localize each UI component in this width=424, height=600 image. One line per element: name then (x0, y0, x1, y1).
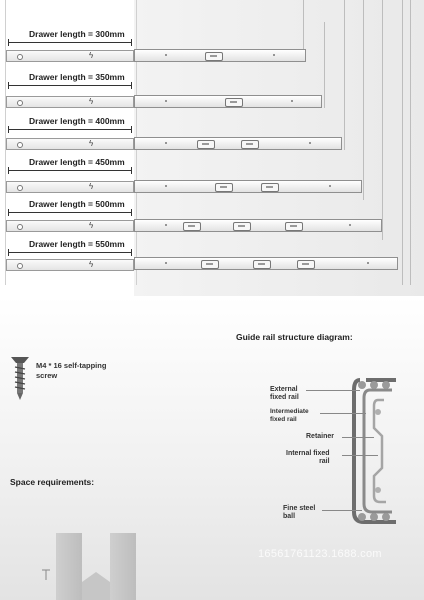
rail-right-550 (134, 257, 398, 270)
screw-hole-icon (17, 263, 23, 269)
spring-mark-icon: ϟ (89, 182, 94, 191)
cabinet-line-400 (344, 0, 345, 150)
screw-hole-icon (17, 142, 23, 148)
drawer-length-label-400: Drawer length = 400mm (29, 116, 125, 126)
cabinet-line-300 (303, 0, 304, 52)
dimension-line-500 (8, 212, 132, 213)
screw-hole-icon (17, 224, 23, 230)
rail-left-350 (6, 96, 134, 108)
dimension-line-550 (8, 252, 132, 253)
spring-mark-icon: ϟ (89, 139, 94, 148)
label-external-fixed-rail: External fixed rail (270, 386, 299, 401)
rail-slot-icon (205, 52, 223, 61)
space-side-panel-left (56, 533, 82, 600)
rail-left-500 (6, 220, 134, 232)
rail-hole-icon (309, 142, 311, 144)
cabinet-line-550 (402, 0, 403, 285)
screw-label: M4 * 16 self-tapping screw (36, 361, 107, 380)
dimension-line-400 (8, 129, 132, 130)
rail-slot-icon (225, 98, 243, 107)
spring-mark-icon: ϟ (89, 51, 94, 60)
rail-slot-icon (233, 222, 251, 231)
rail-left-300 (6, 50, 134, 62)
leader-line-ball (322, 510, 362, 511)
rail-slot-icon (215, 183, 233, 192)
rail-cross-section-diagram (352, 372, 406, 527)
drawer-length-label-450: Drawer length = 450mm (29, 157, 125, 167)
rail-left-400 (6, 138, 134, 150)
rail-right-300 (134, 49, 306, 62)
drawer-length-label-350: Drawer length = 350mm (29, 72, 125, 82)
rail-slot-icon (201, 260, 219, 269)
label-fine-steel-ball: Fine steel ball (283, 505, 316, 520)
cabinet-line-450 (363, 0, 364, 200)
guide-rail-diagram-title: Guide rail structure diagram: (236, 332, 353, 342)
space-side-panel-right (110, 533, 136, 600)
rail-slot-icon (253, 260, 271, 269)
spring-mark-icon: ϟ (89, 221, 94, 230)
watermark-text: 16561761123.1688.com (258, 548, 382, 560)
rail-hole-icon (165, 262, 167, 264)
screw-hole-icon (17, 100, 23, 106)
rail-left-450 (6, 181, 134, 193)
rail-slot-icon (241, 140, 259, 149)
spring-mark-icon: ϟ (89, 97, 94, 106)
rail-hole-icon (349, 224, 351, 226)
rail-hole-icon (367, 262, 369, 264)
rail-hole-icon (273, 54, 275, 56)
leader-line-retainer (342, 437, 374, 438)
cabinet-line-500 (382, 0, 383, 240)
space-drawer-icon (82, 570, 110, 600)
screw-icon (10, 355, 30, 401)
rail-hole-icon (329, 185, 331, 187)
rail-right-500 (134, 219, 382, 232)
rail-right-400 (134, 137, 342, 150)
rail-hole-icon (165, 142, 167, 144)
rail-slot-icon (285, 222, 303, 231)
rail-hole-icon (165, 185, 167, 187)
cabinet-outer-line (410, 0, 411, 285)
rail-left-550 (6, 259, 134, 271)
rail-hole-icon (165, 54, 167, 56)
drawer-length-label-500: Drawer length = 500mm (29, 199, 125, 209)
drawer-length-label-550: Drawer length = 550mm (29, 239, 125, 249)
drawer-length-label-300: Drawer length = 300mm (29, 29, 125, 39)
label-intermediate-fixed-rail: Intermediate fixed rail (270, 408, 309, 423)
label-internal-fixed-rail: Internal fixed rail (286, 450, 330, 465)
rail-hole-icon (165, 100, 167, 102)
rail-slot-icon (297, 260, 315, 269)
rail-hole-icon (291, 100, 293, 102)
spring-mark-icon: ϟ (89, 260, 94, 269)
rail-slot-icon (197, 140, 215, 149)
leader-line-intermediate (320, 413, 366, 414)
rail-right-350 (134, 95, 322, 108)
screw-hole-icon (17, 185, 23, 191)
dimension-line-350 (8, 85, 132, 86)
cabinet-line-350 (324, 22, 325, 108)
dimension-tick-icon (40, 568, 52, 582)
dimension-line-300 (8, 42, 132, 43)
rail-hole-icon (165, 224, 167, 226)
leader-line-external (306, 390, 360, 391)
label-retainer: Retainer (306, 433, 335, 440)
space-requirements-title: Space requirements: (10, 477, 95, 487)
rail-right-450 (134, 180, 362, 193)
rail-slot-icon (183, 222, 201, 231)
drawer-panel-background (134, 0, 424, 300)
leader-line-internal (342, 455, 378, 456)
screw-hole-icon (17, 54, 23, 60)
rail-slot-icon (261, 183, 279, 192)
dimension-line-450 (8, 170, 132, 171)
